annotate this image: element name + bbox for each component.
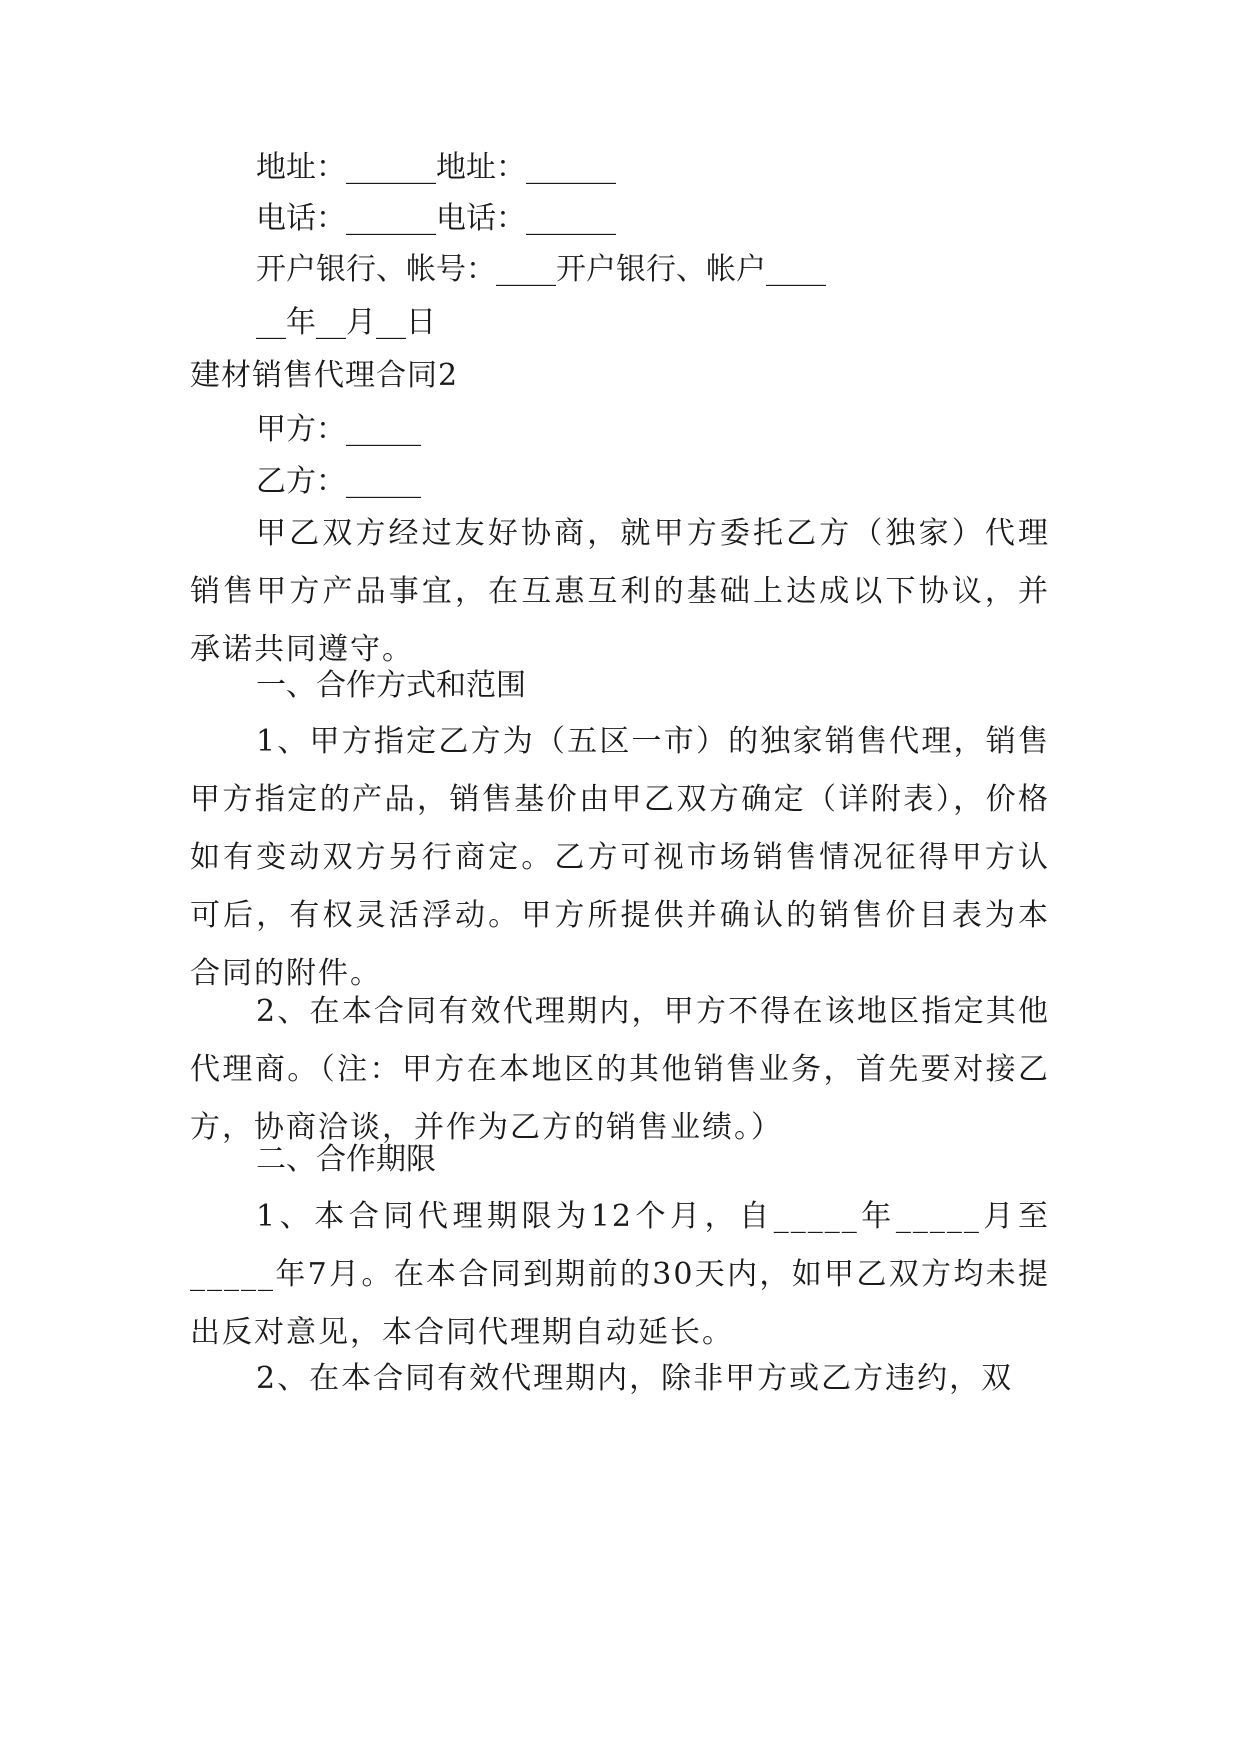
section-1-clause-1: 1、甲方指定乙方为（五区一市）的独家销售代理，销售甲方指定的产品，销售基价由甲乙双方确定（详附表），价格如有变动双方另行商定。乙方可视市场销售情况征得甲方认可后，有权灵活浮动。甲方所提供并确认的销售价目表为本合同的附件。 [190,724,1050,991]
section-2-clause-1: 1、本合同代理期限为12个月，自_____年_____月至_____年7月。在本合同到期前的30天内，如甲乙双方均未提出反对意见，本合同代理期自动延长。 [190,1199,1050,1350]
party-b-line: 乙方：_____ [256,464,421,499]
bank-account-line: 开户银行、帐号：____开户银行、帐户____ [256,252,826,287]
intro-paragraph: 甲乙双方经过友好协商，就甲方委托乙方（独家）代理销售甲方产品事宜，在互惠互利的基础上达成以下协议，并承诺共同遵守。 [190,516,1050,667]
section-2-heading: 二、合作期限 [256,1142,436,1177]
section-2-clause-2: 2、在本合同有效代理期内，除非甲方或乙方违约，双 [256,1361,1014,1396]
party-a-line: 甲方：_____ [256,412,421,447]
document-title: 建材销售代理合同2 [190,358,459,393]
section-1-heading: 一、合作方式和范围 [256,668,526,703]
phone-line: 电话：______电话：______ [256,201,616,236]
address-line: 地址：______地址：______ [256,150,616,185]
date-line: __年__月__日 [256,305,436,340]
section-1-clause-2: 2、在本合同有效代理期内，甲方不得在该地区指定其他代理商。（注：甲方在本地区的其他销售业务，首先要对接乙方，协商洽谈，并作为乙方的销售业绩。） [190,994,1050,1145]
